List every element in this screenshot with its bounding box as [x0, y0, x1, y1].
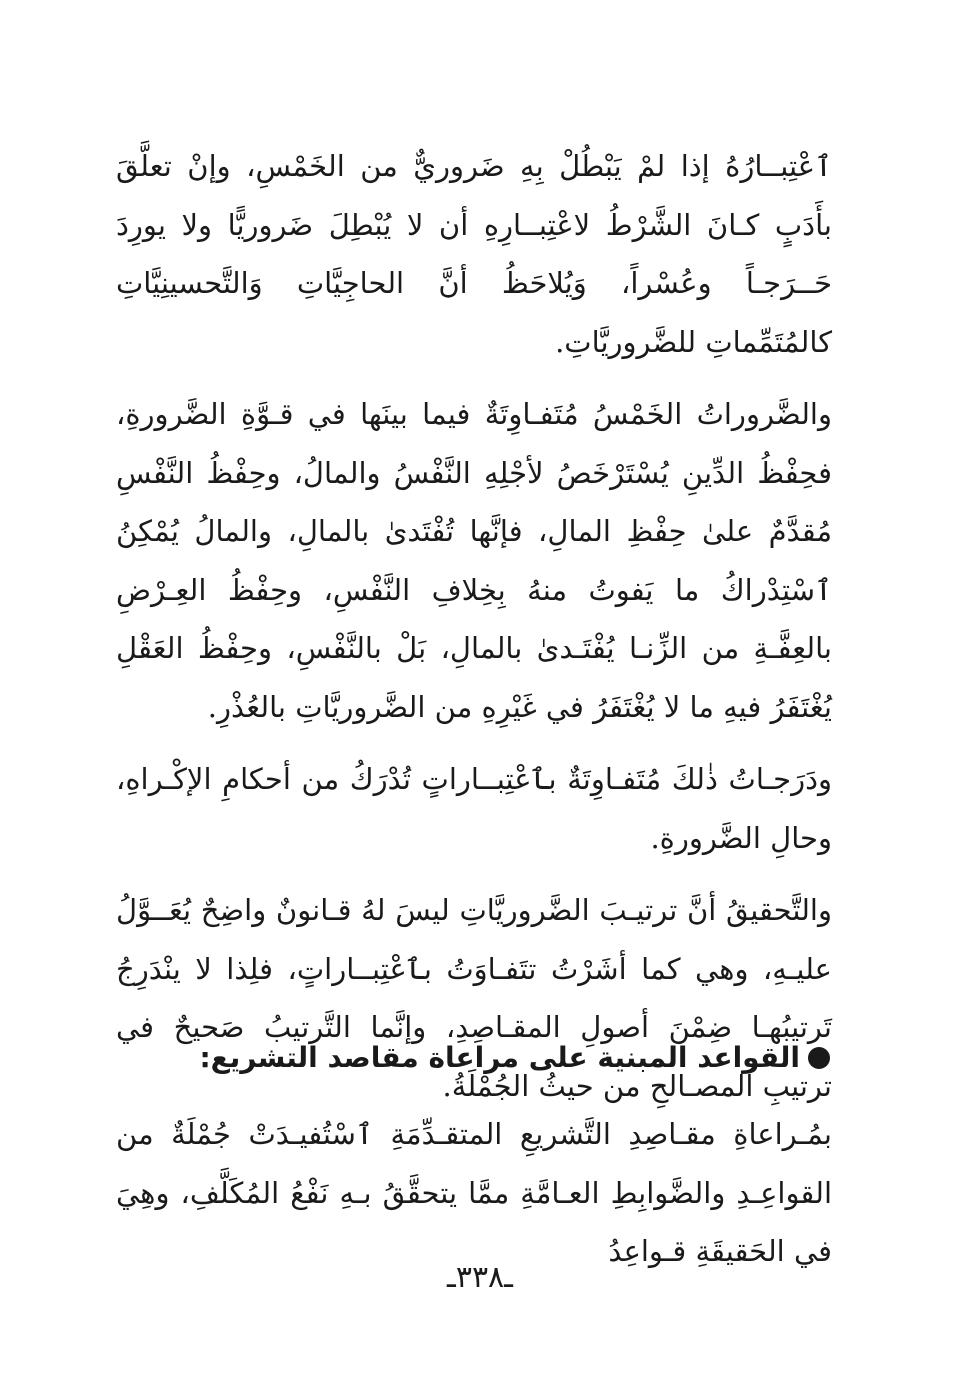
bullet-icon — [808, 1047, 830, 1069]
paragraph-4: والتَّحقيقُ أنَّ ترتيـبَ الضَّروريَّاتِ ليسَ لهُ قـانونٌ واضِحٌ يُعَــوَّلُ عليـهِ، وهي كما أشَرْتُ تتَفـاوَتُ بٱعْتِبــاراتٍ، فلِذا لا ينْدَرِجُ تَرتيبُهـا ضِمْنَ أصولِ المقـاصِدِ، وإنَّما التَّرتيبُ صَحيحٌ في ترتيبِ المصـالحِ من حيثُ الجُمْلَةُ. — [116, 893, 832, 1103]
paragraph-1: ٱعْتِبــارُهُ إذا لمْ يَبْطُلْ بِهِ ضَروريٌّ من الخَمْسِ، وإنْ تعلَّقَ بأَدَبٍ كـانَ الشَّرْطُ لاعْتِبــارِهِ أن لا يُبْطِلَ ضَروريًّا ولا يورِدَ حَــرَجـاً وعُسْراً، وَيُلاحَظُ أنَّ الحاجِيَّاتِ وَالتَّحسينِيَّاتِ كالمُتَمِّماتِ للضَّروريَّاتِ. — [116, 149, 832, 359]
paragraph-5: بمُـراعاةِ مقـاصِدِ التَّشريعِ المتقـدِّمَةِ ٱسْتُفيـدَتْ جُمْلَةٌ من القواعِـدِ والضَّوابِطِ العـامَّةِ ممَّا يتحقَّقُ بـهِ نَفْعُ المُكَلَّفِ، وهِيَ في الحَقيقَةِ قـواعِدُ — [116, 1117, 832, 1268]
paragraph-2: والضَّروراتُ الخَمْسُ مُتَفـاوِتَةٌ فيما بينَها في قـوَّةِ الضَّرورةِ، فحِفْظُ الدِّينِ يُسْتَرْخَصُ لأجْلِهِ النَّفْسُ والمالُ، وحِفْظُ النَّفْسِ مُقدَّمٌ علىٰ حِفْظِ المالِ، فإنَّها تُفْتَدىٰ بالمالِ، والمالُ يُمْكِنُ ٱسْتِدْراكُ ما يَفوتُ منهُ بِخِلافِ النَّفْسِ، وحِفْظُ العِـرْضِ بالعِفَّـةِ من الزِّنـا يُفْتَـدىٰ بالمالِ، بَلْ بالنَّفْسِ، وحِفْظُ العَقْلِ يُغْتَفَرُ فيهِ ما لا يُغْتَفَرُ في غَيْرِهِ من الضَّروريَّاتِ بالعُذْرِ. — [116, 397, 832, 724]
section-heading — [199, 1035, 830, 1080]
page-number: ـ٣٣٨ـ — [447, 1260, 513, 1295]
paragraph-3: ودَرَجـاتُ ذٰلكَ مُتَفـاوِتَةٌ بٱعْتِبــاراتٍ تُدْرَكُ من أحكامِ الإكْـراهِ، وحالِ الضَّرورةِ. — [116, 762, 832, 855]
body-text — [116, 137, 832, 1129]
section-heading-text: القواعد المبنية على مراعاة مقاصد التشريع: — [199, 1041, 800, 1074]
